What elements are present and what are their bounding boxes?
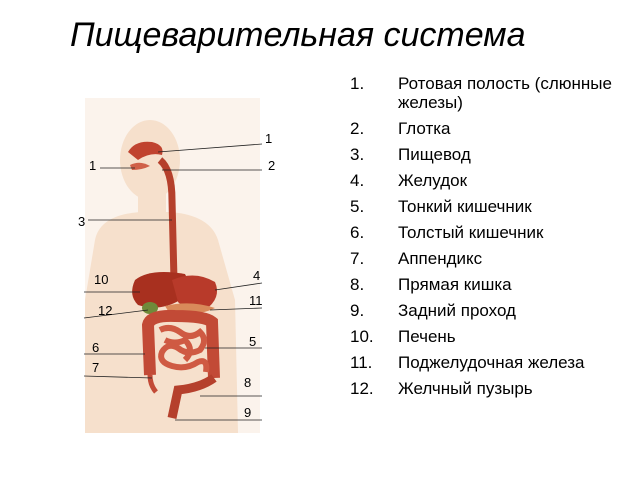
label-3: 3 bbox=[78, 214, 86, 229]
label-1-right: 1 bbox=[265, 131, 273, 146]
label-4: 4 bbox=[253, 268, 261, 283]
label-2: 2 bbox=[268, 158, 276, 173]
label-6: 6 bbox=[92, 340, 100, 355]
page-title: Пищеварительная система bbox=[70, 16, 526, 54]
legend-item: 5. Тонкий кишечник bbox=[350, 197, 532, 216]
label-7: 7 bbox=[92, 360, 100, 375]
label-10: 10 bbox=[94, 272, 109, 287]
legend-item: 6. Толстый кишечник bbox=[350, 223, 544, 242]
legend-item: 3. Пищевод bbox=[350, 145, 471, 164]
legend-item: 11. Поджелудочная железа bbox=[350, 353, 585, 372]
label-8: 8 bbox=[244, 375, 252, 390]
legend-item: 9. Задний проход bbox=[350, 301, 516, 320]
legend-item: 4. Желудок bbox=[350, 171, 468, 190]
legend-item: 10. Печень bbox=[350, 327, 456, 346]
legend-item: 8. Прямая кишка bbox=[350, 275, 512, 294]
label-9: 9 bbox=[244, 405, 252, 420]
legend-item: 2. Глотка bbox=[350, 119, 451, 138]
legend-item: 12. Желчный пузырь bbox=[350, 379, 533, 398]
legend-item: 7. Аппендикс bbox=[350, 249, 483, 268]
legend-item: 1. Ротовая полость (слюнные железы) bbox=[350, 74, 612, 112]
label-12: 12 bbox=[98, 303, 113, 318]
label-5: 5 bbox=[249, 334, 257, 349]
label-11: 11 bbox=[249, 293, 263, 308]
label-1-left: 1 bbox=[89, 158, 97, 173]
